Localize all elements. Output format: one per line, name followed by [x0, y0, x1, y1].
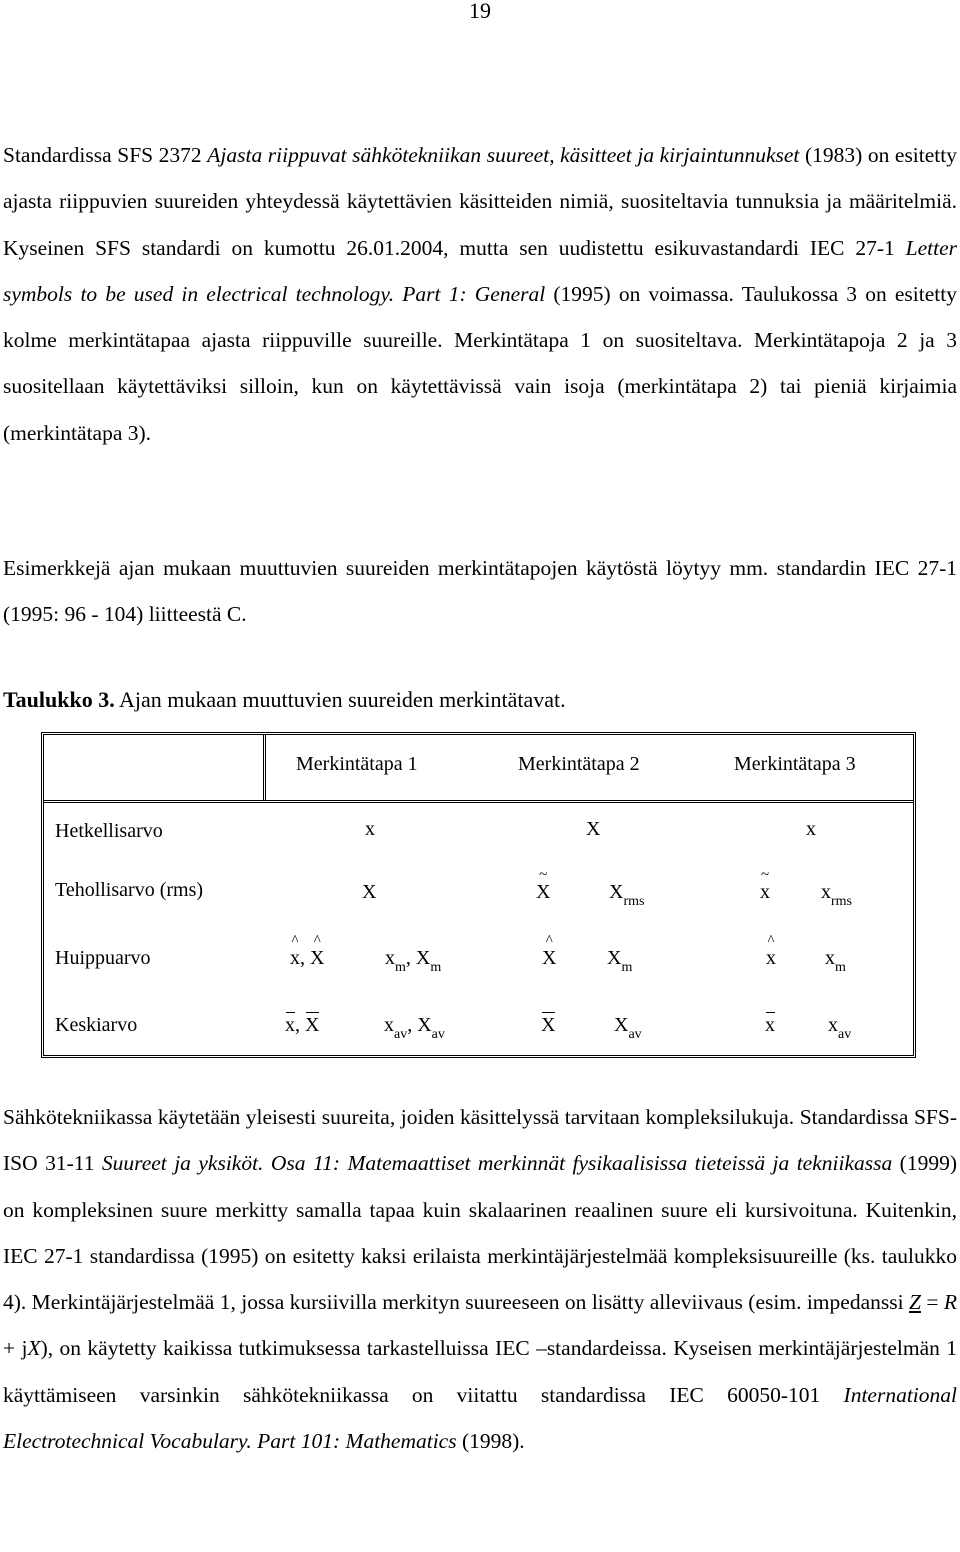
- header-merkintatapa-3: Merkintätapa 3: [734, 753, 856, 775]
- symbol-x-bar: x: [765, 1014, 775, 1036]
- text-run: (1983) on esitetty ajasta riippuvien suureiden yhteydessä käytettävien käsitteiden nimiä, suositeltavia tunnuksia ja määritelmiä. Kyseinen SFS standardi on kumottu 26.01.2004, mutta sen uudistettu esikuvastandardi IEC 27-1: [3, 143, 957, 260]
- intro-paragraph: [3, 132, 957, 456]
- standard-title: International Electrotechnical Vocabulary. Part 101: Mathematics: [3, 1382, 957, 1454]
- symbol-X-tilde: ~ X: [536, 867, 551, 903]
- text-run: Standardissa SFS 2372: [3, 143, 208, 167]
- table-divider: [263, 735, 266, 800]
- symbol-X: X: [362, 881, 377, 903]
- symbol-x-hat: ^ x: [766, 933, 776, 969]
- symbol-Xm: $X_m$: [607, 947, 633, 975]
- table-divider: [44, 800, 913, 803]
- page-number: 19: [469, 0, 491, 23]
- row-label-hetkellisarvo: Hetkellisarvo: [55, 820, 163, 842]
- row-label-keskiarvo: Keskiarvo: [55, 1014, 138, 1036]
- text-run: (1995) on voimassa. Taulukossa 3 on esitetty kolme merkintätapaa ajasta riippuville suureille. Merkintätapa 1 on suositeltava. Merkintätapoja 2 ja 3 suositellaan käytettäviksi silloin, kun on käytettävissä vain isoja (merkintätapa 2) tai pieniä kirjaimia (merkintätapa 3).: [3, 281, 957, 445]
- symbol-X: X: [586, 818, 601, 840]
- standard-title: Letter symbols to be used in electrical technology. Part 1: General: [3, 235, 957, 306]
- symbol-x-rms: $x_{rms}$: [821, 881, 852, 909]
- text-run: ), on käytetty kaikissa tutkimuksessa tarkastelluissa IEC –standardeissa. Kyseisen merkintäjärjestelmän 1 käyttämiseen varsinkin sähkötekniikassa on viitattu standardissa IEC 60050-101: [3, 1336, 957, 1407]
- standard-title: Ajasta riippuvat sähkötekniikan suureet, käsitteet ja kirjaintunnukset: [207, 143, 800, 167]
- symbol-X-rms: $X_{rms}$: [609, 881, 645, 909]
- standard-title: Suureet ja yksiköt. Osa 11: Matemaattiset merkinnät fysikaalisissa tieteissä ja tekniikassa: [101, 1151, 893, 1176]
- symbol-xav: $x_{av}$: [828, 1014, 852, 1042]
- symbol-X-bar: X: [541, 1014, 556, 1036]
- formula-R: R: [943, 1290, 957, 1315]
- row-label-huippuarvo: Huippuarvo: [55, 947, 151, 969]
- table-caption-label: Taulukko 3.: [3, 687, 115, 712]
- symbol-xav-Xav: $x_{av}$, $X_{av}$: [384, 1014, 445, 1042]
- formula-op: =: [920, 1290, 944, 1315]
- symbol-X-hat: ^ X: [542, 933, 557, 969]
- symbol-Xav: $X_{av}$: [614, 1014, 642, 1042]
- formula-X: X: [27, 1336, 41, 1361]
- formula-Z: Z: [908, 1290, 921, 1315]
- symbol-x-bar-X-bar: x, X: [285, 1014, 320, 1036]
- table-caption-text: Ajan mukaan muuttuvien suureiden merkintätavat.: [114, 687, 566, 712]
- symbol-xm: $x_m$: [825, 947, 846, 975]
- text-run: (1999) on kompleksinen suure merkitty samalla tapaa kuin skalaarinen reaalinen suure eli kursivoituna. Kuitenkin, IEC 27-1 standardissa (1995) on esitetty kaksi erilaista merkintäjärjestelmää kompleksisuureille (ks. taulukko 4). Merkintäjärjestelmää 1, jossa kursiivilla merkityn suureeseen on lisätty alleviivaus (esim. impedanssi: [3, 1151, 957, 1315]
- symbol-xm-Xm: $x_m$, $X_m$: [385, 947, 442, 975]
- examples-paragraph: Esimerkkejä ajan mukaan muuttuvien suureiden merkintätapojen käytöstä löytyy mm. standardin IEC 27-1 (1995: 96 - 104) liitteestä C.: [3, 556, 957, 627]
- formula-op: + j: [3, 1336, 28, 1361]
- text-run: Sähkötekniikassa käytetään yleisesti suureita, joiden käsittelyssä tarvitaan kompleksilukuja. Standardissa SFS-ISO 31-11: [3, 1105, 957, 1176]
- symbol-x-tilde: ~ x: [760, 867, 770, 903]
- table-caption: [3, 685, 566, 715]
- text-run: (1998).: [456, 1429, 525, 1454]
- header-merkintatapa-1: Merkintätapa 1: [296, 753, 418, 775]
- header-merkintatapa-2: Merkintätapa 2: [518, 753, 640, 775]
- symbol-x-hat-X-hat: ^ x, ^ X: [290, 933, 325, 969]
- row-label-tehollisarvo: Tehollisarvo (rms): [55, 879, 204, 901]
- symbol-x: x: [365, 818, 375, 840]
- notation-table: [41, 732, 916, 1058]
- complex-paragraph: [3, 1094, 957, 1464]
- symbol-x: x: [806, 818, 816, 840]
